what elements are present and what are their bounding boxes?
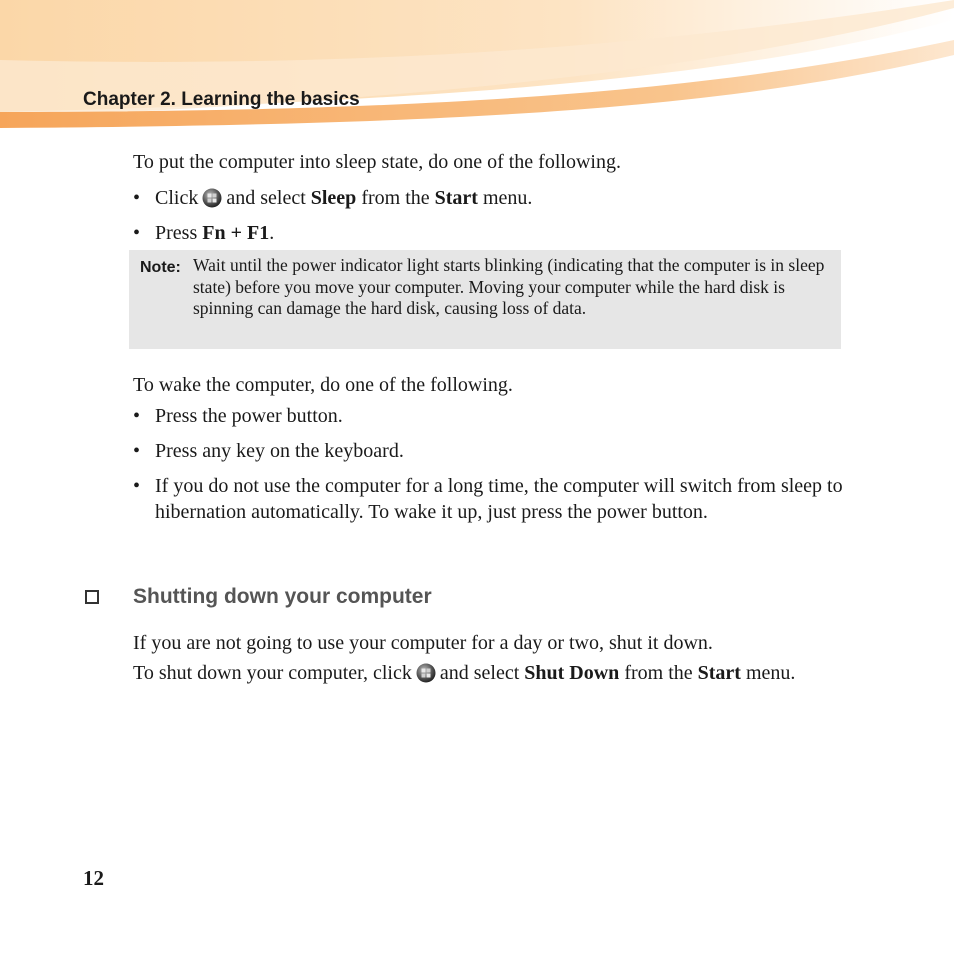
windows-start-orb-icon bbox=[202, 188, 222, 208]
header-decoration bbox=[0, 0, 954, 135]
windows-start-orb-icon bbox=[416, 663, 436, 683]
shutdown-instruction bbox=[133, 661, 843, 686]
note-box bbox=[129, 250, 841, 349]
bullet-dot: • bbox=[133, 222, 141, 244]
menu-item-shut-down: Shut Down bbox=[524, 662, 620, 684]
bullet-text: Press any key on the keyboard. bbox=[155, 440, 404, 462]
square-bullet-icon bbox=[85, 590, 99, 604]
chapter-title: Chapter 2. Learning the basics bbox=[83, 89, 360, 110]
paragraph-text: and select bbox=[439, 662, 520, 684]
bullet-text: menu. bbox=[482, 187, 533, 209]
menu-item-sleep: Sleep bbox=[310, 187, 357, 209]
paragraph-text: from the bbox=[624, 662, 693, 684]
note-text: Wait until the power indicator light starts blinking (indicating that the computer is in sleep state) before you move your computer. Moving your computer while the hard disk is spinning can damage the hard disk, causing loss of data. bbox=[193, 255, 825, 318]
sleep-intro: To put the computer into sleep state, do one of the following. bbox=[133, 151, 621, 173]
bullet-dot: • bbox=[133, 440, 141, 462]
menu-name-start: Start bbox=[434, 187, 478, 209]
bullet-text: If you do not use the computer for a long time, the computer will switch from sleep to hibernation automatically. To wake it up, just press the power button. bbox=[155, 475, 843, 523]
paragraph-text: To shut down your computer, click bbox=[133, 662, 412, 684]
bullet-dot: • bbox=[133, 475, 141, 497]
bullet-text: Press bbox=[155, 222, 198, 244]
bullet-text: Press the power button. bbox=[155, 405, 343, 427]
note-label: Note: bbox=[140, 259, 181, 276]
key-combo: Fn + F1 bbox=[202, 222, 270, 244]
paragraph-text: menu. bbox=[745, 662, 796, 684]
bullet-text: from the bbox=[361, 187, 430, 209]
section-title: Shutting down your computer bbox=[133, 585, 432, 608]
bullet-text: and select bbox=[226, 187, 306, 209]
bullet-text: Click bbox=[155, 187, 199, 209]
bullet-dot: • bbox=[133, 187, 141, 209]
menu-name-start: Start bbox=[697, 662, 741, 684]
page-number: 12 bbox=[83, 866, 104, 890]
wake-intro: To wake the computer, do one of the following. bbox=[133, 374, 513, 396]
shutdown-para: If you are not going to use your computer for a day or two, shut it down. bbox=[133, 632, 713, 654]
bullet-dot: • bbox=[133, 405, 141, 427]
bullet-text: . bbox=[269, 222, 275, 244]
